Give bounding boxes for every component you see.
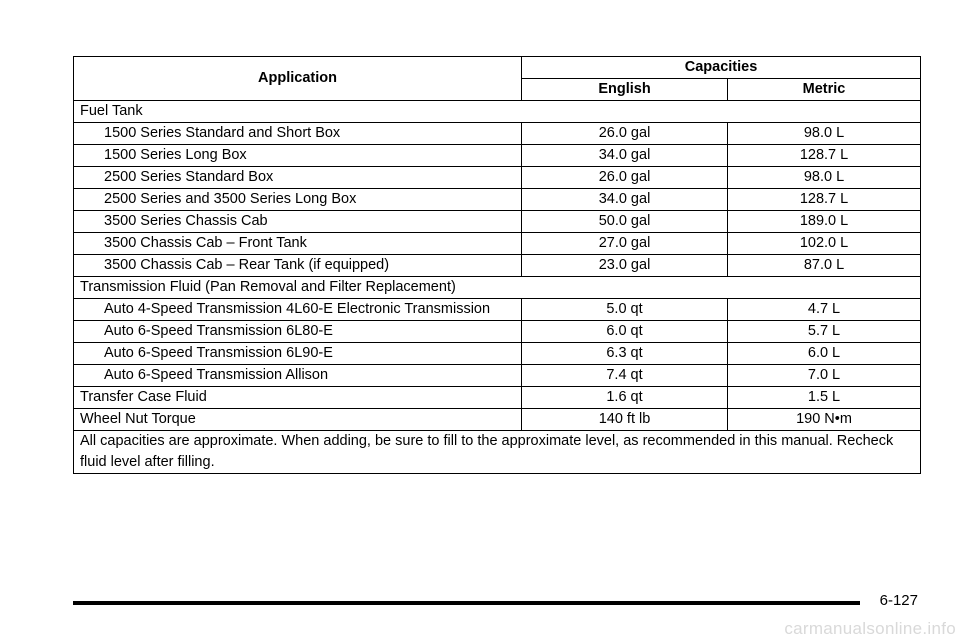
capacities-header: Capacities <box>522 57 921 79</box>
row-label: 3500 Series Chassis Cab <box>74 211 522 233</box>
row-metric: 190 N•m <box>728 409 921 431</box>
english-header: English <box>522 79 728 101</box>
row-english: 27.0 gal <box>522 233 728 255</box>
row-english: 34.0 gal <box>522 145 728 167</box>
section-title-transmission-fluid: Transmission Fluid (Pan Removal and Filter Replacement) <box>74 277 921 299</box>
row-label: 3500 Chassis Cab – Front Tank <box>74 233 522 255</box>
row-english: 7.4 qt <box>522 365 728 387</box>
table-row <box>74 343 921 365</box>
row-label: 1500 Series Standard and Short Box <box>74 123 522 145</box>
row-metric: 1.5 L <box>728 387 921 409</box>
section-row <box>74 101 921 123</box>
header-row <box>74 57 921 79</box>
row-metric: 98.0 L <box>728 123 921 145</box>
table-row <box>74 387 921 409</box>
row-label: 1500 Series Long Box <box>74 145 522 167</box>
row-english: 1.6 qt <box>522 387 728 409</box>
row-metric: 102.0 L <box>728 233 921 255</box>
row-metric: 6.0 L <box>728 343 921 365</box>
table-row <box>74 189 921 211</box>
note-row <box>74 431 921 474</box>
row-english: 23.0 gal <box>522 255 728 277</box>
table-row <box>74 167 921 189</box>
row-english: 26.0 gal <box>522 167 728 189</box>
application-header: Application <box>74 57 522 101</box>
section-title-fuel-tank: Fuel Tank <box>74 101 921 123</box>
table-row <box>74 233 921 255</box>
row-label: Auto 4-Speed Transmission 4L60-E Electronic Transmission <box>74 299 522 321</box>
table-row <box>74 211 921 233</box>
row-english: 140 ft lb <box>522 409 728 431</box>
table-row <box>74 255 921 277</box>
row-label: 2500 Series Standard Box <box>74 167 522 189</box>
row-metric: 98.0 L <box>728 167 921 189</box>
row-english: 26.0 gal <box>522 123 728 145</box>
row-english: 6.0 qt <box>522 321 728 343</box>
row-label: Wheel Nut Torque <box>74 409 522 431</box>
row-label: Auto 6-Speed Transmission Allison <box>74 365 522 387</box>
row-metric: 5.7 L <box>728 321 921 343</box>
metric-header: Metric <box>728 79 921 101</box>
table-row <box>74 409 921 431</box>
row-metric: 4.7 L <box>728 299 921 321</box>
table-row <box>74 321 921 343</box>
row-label: 2500 Series and 3500 Series Long Box <box>74 189 522 211</box>
row-label: Transfer Case Fluid <box>74 387 522 409</box>
watermark: carmanualsonline.info <box>784 619 956 638</box>
row-english: 5.0 qt <box>522 299 728 321</box>
page-number: 6-127 <box>879 592 918 609</box>
row-english: 6.3 qt <box>522 343 728 365</box>
row-metric: 128.7 L <box>728 145 921 167</box>
row-metric: 128.7 L <box>728 189 921 211</box>
row-label: Auto 6-Speed Transmission 6L80-E <box>74 321 522 343</box>
capacities-table <box>73 56 921 474</box>
table-row <box>74 145 921 167</box>
row-english: 50.0 gal <box>522 211 728 233</box>
footer-rule <box>73 601 860 605</box>
table-row <box>74 123 921 145</box>
section-row <box>74 277 921 299</box>
row-label: Auto 6-Speed Transmission 6L90-E <box>74 343 522 365</box>
table-row <box>74 365 921 387</box>
table-row <box>74 299 921 321</box>
row-english: 34.0 gal <box>522 189 728 211</box>
row-metric: 7.0 L <box>728 365 921 387</box>
row-metric: 87.0 L <box>728 255 921 277</box>
row-label: 3500 Chassis Cab – Rear Tank (if equipped) <box>74 255 522 277</box>
capacities-note: All capacities are approximate. When adding, be sure to fill to the approximate level, as recommended in this manual. Recheck fluid level after filling. <box>74 431 921 474</box>
row-metric: 189.0 L <box>728 211 921 233</box>
